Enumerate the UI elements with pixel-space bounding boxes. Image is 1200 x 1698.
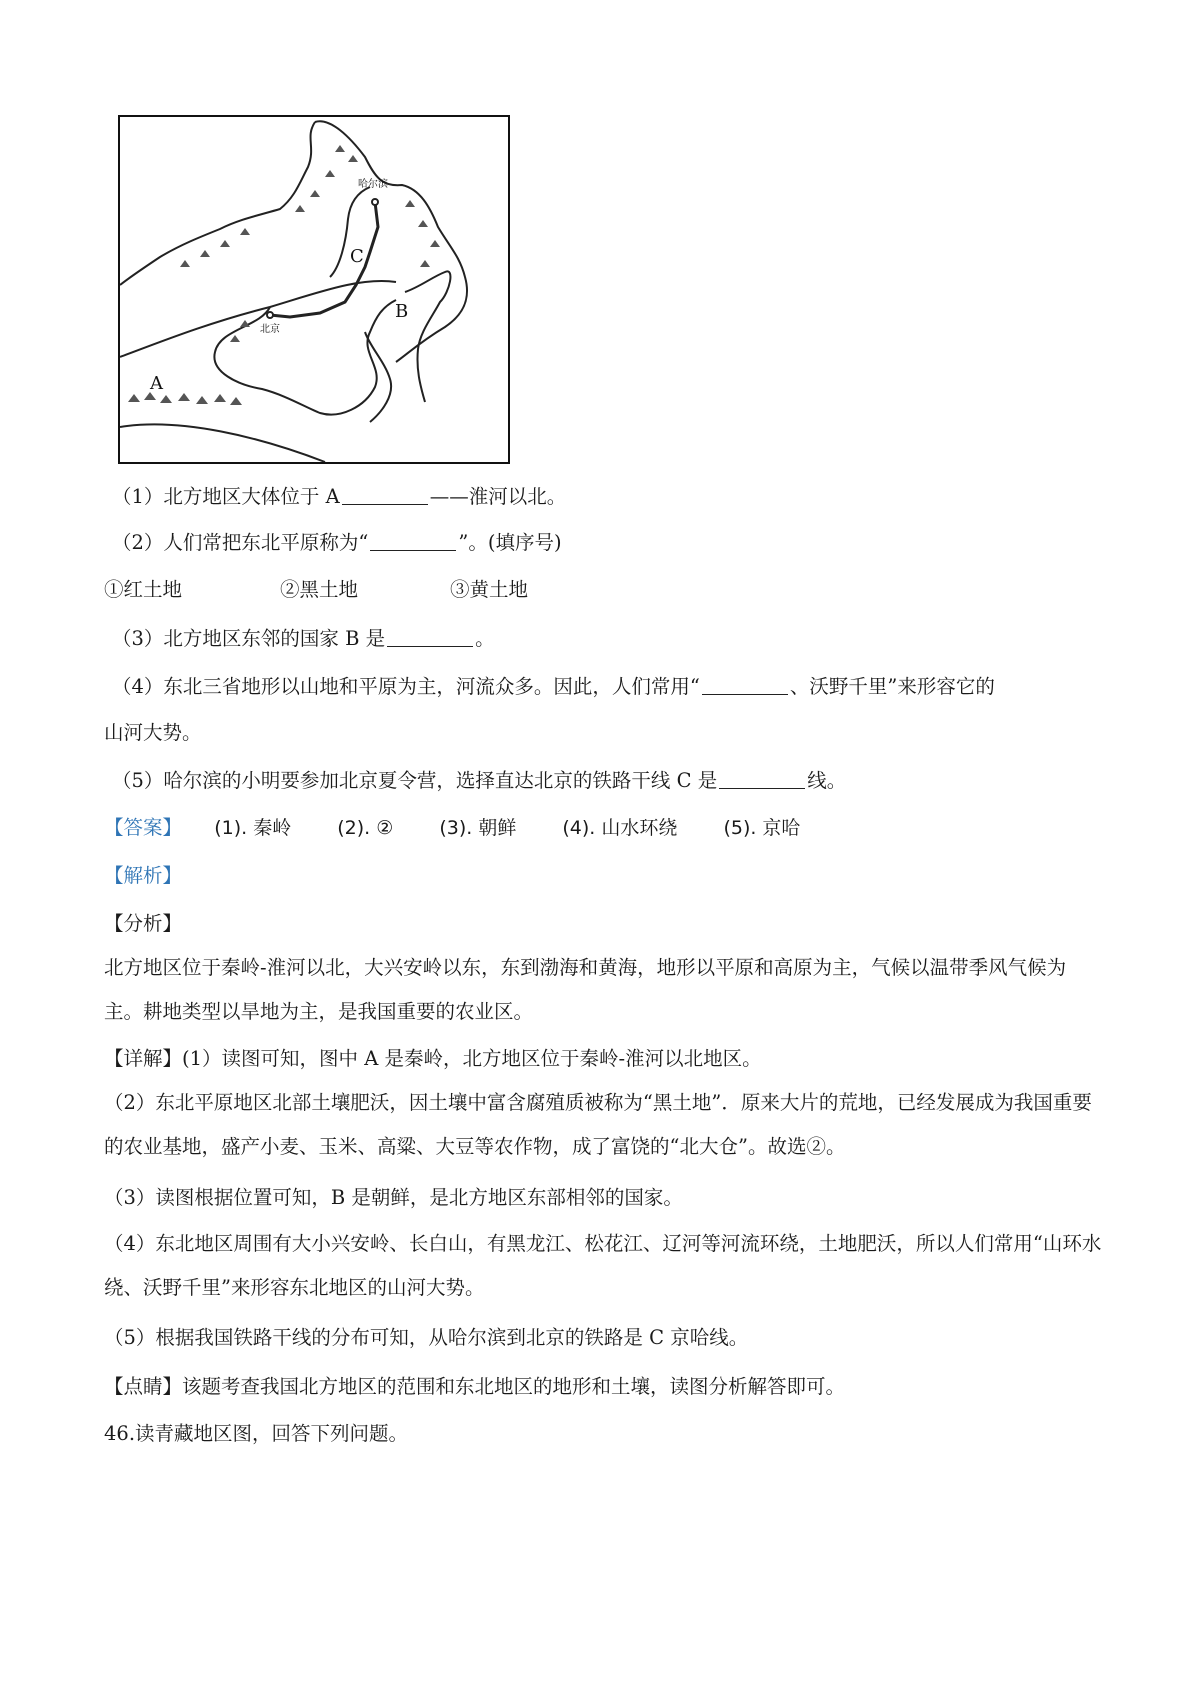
question-2-text: （2）人们常把东北平原称为“ — [112, 531, 369, 554]
dianjing-tag: 【点睛】 — [104, 1375, 183, 1398]
question-3-suffix: 。 — [475, 627, 495, 650]
answer-blank-1[interactable] — [342, 485, 428, 505]
map-label-harbin: 哈尔滨 — [358, 179, 388, 190]
option-3: ③黄土地 — [450, 578, 529, 601]
answer-blank-2[interactable] — [370, 531, 456, 551]
answer-tag: 【答案】 — [104, 816, 183, 839]
question-1-suffix: ——淮河以北。 — [429, 485, 567, 508]
question-2-options — [104, 576, 529, 604]
northern-china-map — [118, 115, 510, 464]
map-drawing — [120, 117, 508, 462]
dianjing — [104, 1373, 845, 1401]
question-1 — [112, 483, 566, 511]
question-2-suffix: ”。(填序号) — [458, 531, 562, 554]
answer-item-4: (4). 山水环绕 — [562, 817, 678, 839]
answer-blank-3[interactable] — [387, 627, 473, 647]
question-4-suffix: 、沃野千里”来形容它的 — [789, 675, 995, 698]
fenxi-tag: 【分析】 — [104, 912, 183, 935]
question-1-text: （1）北方地区大体位于 A — [112, 485, 340, 508]
analysis-tag: 【解析】 — [104, 864, 183, 887]
map-label-b: B — [395, 301, 409, 322]
question-3-text: （3）北方地区东邻的国家 B 是 — [112, 627, 386, 650]
question-5-text: （5）哈尔滨的小明要参加北京夏令营，选择直达北京的铁路干线 C 是 — [112, 769, 718, 792]
dianjing-body: 该题考查我国北方地区的范围和东北地区的地形和土壤，读图分析解答即可。 — [182, 1375, 846, 1398]
map-label-a: A — [150, 373, 163, 394]
option-1: ①红土地 — [104, 578, 183, 601]
answer-item-2: (2). ② — [337, 817, 394, 839]
detail-2: （2）东北平原地区北部土壤肥沃，因土壤中富含腐殖质被称为“黑土地”．原来大片的荒地，已经发展成为我国重要的农业基地，盛产小麦、玉米、高粱、大豆等农作物，成了富饶的“北大仓”。故选②。 — [104, 1091, 1092, 1158]
answer-item-1: (1). 秦岭 — [214, 817, 292, 839]
answer-item-5: (5). 京哈 — [723, 817, 801, 839]
map-label-beijing: 北京 — [260, 324, 280, 335]
detail-5: （5）根据我国铁路干线的分布可知，从哈尔滨到北京的铁路是 C 京哈线。 — [104, 1326, 749, 1349]
option-2: ②黑土地 — [280, 578, 359, 601]
detail-1-text: (1）读图可知，图中 A 是秦岭，北方地区位于秦岭-淮河以北地区。 — [182, 1047, 762, 1070]
question-2 — [112, 529, 562, 557]
detail-tag: 【详解】 — [104, 1047, 183, 1070]
detail-1 — [104, 1045, 762, 1073]
detail-3: （3）读图根据位置可知，B 是朝鲜，是北方地区东部相邻的国家。 — [104, 1186, 683, 1209]
detail-4: （4）东北地区周围有大小兴安岭、长白山，有黑龙江、松花江、辽河等河流环绕，土地肥沃，所以人们常用“山环水绕、沃野千里”来形容东北地区的山河大势。 — [104, 1232, 1102, 1299]
question-4 — [112, 673, 995, 701]
question-4-text: （4）东北三省地形以山地和平原为主，河流众多。因此，人们常用“ — [112, 675, 700, 698]
question-5 — [112, 767, 846, 795]
question-4-continued: 山河大势。 — [104, 721, 202, 744]
answer-section — [104, 814, 840, 842]
question-5-suffix: 线。 — [807, 769, 847, 792]
map-label-c: C — [350, 246, 364, 267]
answer-item-3: (3). 朝鲜 — [439, 817, 517, 839]
fenxi-body: 北方地区位于秦岭-淮河以北，大兴安岭以东，东到渤海和黄海，地形以平原和高原为主，气候以温带季风气候为主。耕地类型以旱地为主，是我国重要的农业区。 — [104, 956, 1067, 1023]
question-46: 46.读青藏地区图，回答下列问题。 — [104, 1422, 409, 1445]
answer-blank-4[interactable] — [702, 675, 788, 695]
question-3 — [112, 625, 495, 653]
answer-blank-5[interactable] — [719, 769, 805, 789]
